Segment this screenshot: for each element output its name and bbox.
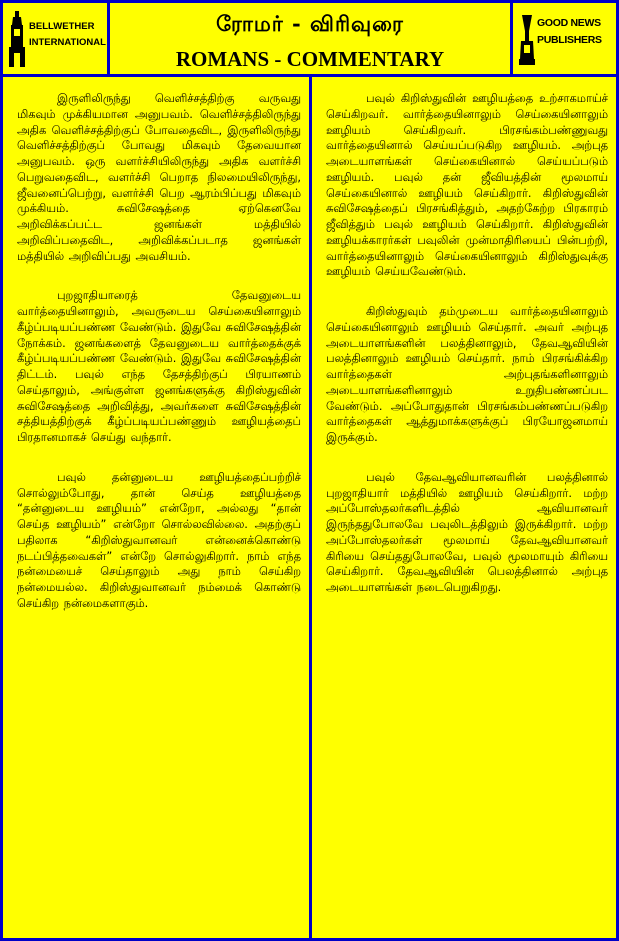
logo-good-news: [513, 3, 616, 74]
right-paragraph-1: பவுல் கிறிஸ்துவின் ஊழியத்தை உற்சாகமாய்ச் செய்கிறவர். வார்த்தையினாலும் செய்கையினாலும் ஊழியம் செய்கிறவர். பிரசங்கம்பண்ணுவது வார்த்தையினால் செய்யப்படுகிற ஊழியம். அற்புத அடையாளங்கள் செய்கையினால் செய்யப்படும் ஊழியம். பவுல் தன் ஜீவியத்தின் மூலமாய் செய்கையினால் ஊழியம் செய்கிறார். கிறிஸ்துவின் சுவிசேஷத்தைப் பிரசங்கித்தும், அதற்கேற்ற பிரகாரம் ஜீவித்தும் பவுல் ஊழியம் செய்கிறார். கிறிஸ்துவின் ஊழியக்காரர்கள் பவுலின் முன்மாதிரியைப் பின்பற்றி, வார்த்தையினாலும் செய்கையினாலும் கிறிஸ்துவுக்கு ஊழியம் செய்யவேண்டும்.: [326, 91, 608, 279]
right-paragraph-2: கிறிஸ்துவும் தம்முடைய வார்த்தையினாலும் செய்கையினாலும் ஊழியம் செய்தார். அவர் அற்புத அடையாளங்களின் பலத்தினாலும், தேவஆவியின் பலத்தினாலும் ஊழியம் செய்தார். நாம் பிரசங்கிக்கிற வார்த்தைகள் அற்புதங்களினாலும் அடையாளங்களினாலும் உறுதிபண்ணப்பட வேண்டும். அப்போதுதான் பிரசங்கம்பண்ணப்படுகிற வார்த்தைகள் ஆத்துமாக்களுக்குப் பிரயோஜனமாய் இருக்கும்.: [326, 304, 608, 444]
left-paragraph-3: பவுல் தன்னுடைய ஊழியத்தைப்பற்றிச் சொல்லும்போது, தான் செய்த ஊழியத்தை “தன்னுடைய ஊழியம்” என்றோ, அல்லது “தான் செய்த ஊழியம்” என்றோ சொல்லவில்லை. அதற்குப் பதிலாக “கிறிஸ்துவானவர் என்னைக்கொண்டு நடப்பித்தவைகள்” என்றே சொல்லுகிறார். நாம் எந்த நன்மையைச் செய்தாலும் அது நாம் செய்கிற நன்மையல்ல. கிறிஸ்துவானவர் நம்மைக் கொண்டு செய்கிற நன்மைகளாகும்.: [17, 469, 301, 610]
right-paragraph-3: பவுல் தேவஆவியானவரின் பலத்தினால் புறஜாதியார் மத்தியில் ஊழியம் செய்கிறார். மற்ற அப்போஸ்தலர்களிடத்தில் ஆவியானவர் இருந்ததுபோலவே பவுலிடத்திலும் இருக்கிறார். மற்ற அப்போஸ்தலர்கள் மூலமாய் தேவஆவியானவர் கிரியை செய்ததுபோலவே, பவுல் மூலமாயும் கிரியை செய்கிறார். தேவஆவியின் பெலத்தினால் அற்புத அடையாளங்கள் நடைபெறுகிறது.: [326, 469, 608, 594]
left-paragraph-1: இருளிலிருந்து வெளிச்சத்திற்கு வருவது மிகவும் முக்கியமான அனுபவம். வெளிச்சத்திலிருந்து அதிக வெளிச்சத்திற்குப் போவதைவிட, இருளிலிருந்து வெளிச்சத்திற்குப் போவது மிகவும் தேவையான அனுபவம். ஒரு வளர்ச்சியிலிருந்து அதிக வளர்ச்சி பெறுவதைவிட, வளர்ச்சி பெறாத நிலமையிலிருந்து, ஜீவனைப்பெற்று, வளர்ச்சி பெற ஆரம்பிப்பது மிகவும் முக்கியம். சுவிசேஷத்தை ஏற்கெனவே அறிவிக்கப்பட்ட ஜனங்கள் மத்தியில் அறிவிப்பதைவிட, அறிவிக்கப்படாத ஜனங்கள் மத்தியில் அறிவிப்பது அவசியம்.: [17, 91, 301, 263]
logo-left-line2: INTERNATIONAL: [29, 37, 106, 48]
page-title-tamil: ரோமர் - விரிவுரை: [216, 11, 404, 36]
title-box: [110, 3, 510, 74]
right-column: [312, 77, 616, 938]
left-paragraph-2: புறஜாதியாரைத் தேவனுடைய வார்த்தையினாலும், அவருடைய செய்கையினாலும் கீழ்ப்படியப்பண்ண வேண்டும். இதுவே சுவிசேஷத்தின் நோக்கம். ஜனங்களைத் தேவனுடைய வார்த்தைக்குக் கீழ்ப்படியப்பண்ண வேண்டும். இதுவே சுவிசேஷத்தின் திட்டம். பவுல் எந்த தேசத்திற்குப் பிரயாணம் செய்தாலும், அங்குள்ள ஜனங்களுக்கு கிறிஸ்துவின் சுவிசேஷத்தை அறிவித்து, அவர்களை சுவிசேஷத்தின் சத்தியத்திற்குக் கீழ்ப்படியப்பண்ணும் ஊழியத்தைப் பிரதானமாகச் செய்து வந்தார்.: [17, 288, 301, 444]
bell-tower-icon: [9, 11, 25, 67]
logo-bellwether: [3, 3, 107, 74]
logo-right-line1: GOOD NEWS: [537, 17, 601, 29]
left-column: [3, 77, 309, 938]
logo-right-line2: PUBLISHERS: [537, 34, 602, 46]
megaphone-icon: [519, 11, 535, 67]
logo-left-line1: BELLWETHER: [29, 21, 95, 32]
page-title-english: ROMANS - COMMENTARY: [175, 47, 445, 71]
